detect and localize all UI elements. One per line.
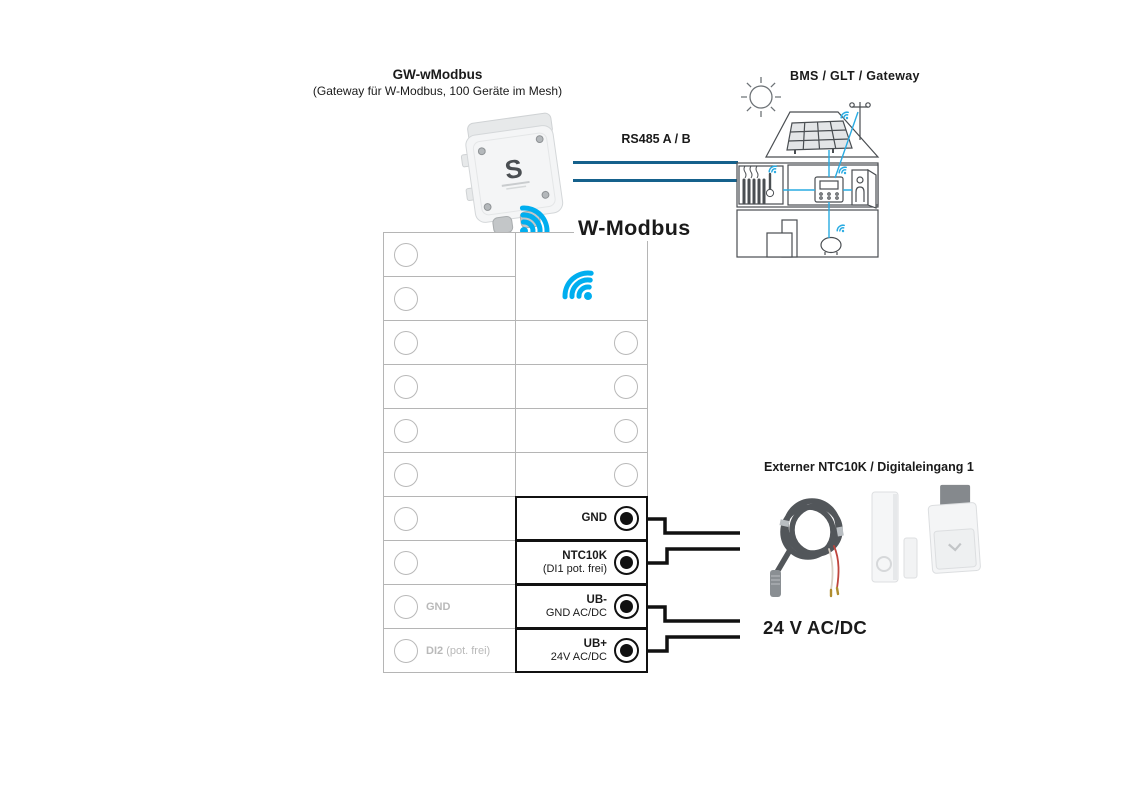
external-input-label: Externer NTC10K / Digitaleingang 1 [764,460,974,474]
smart-building-illustration [733,66,885,261]
rs485-label: RS485 A / B [621,132,691,146]
gateway-device-photo [456,110,584,244]
terminal-ubm-sublabel: GND AC/DC [545,606,607,619]
bottom-floor [737,210,878,257]
connection-circle [394,551,418,575]
terminal-gnd [515,496,648,541]
left-label-di2: DI2 (pot. frei) [426,644,491,657]
terminal-ubp-label: UB+ [583,637,607,650]
terminal-socket-icon [614,638,639,663]
screw-icon [478,147,486,155]
terminal-ub-minus [515,584,648,629]
connection-circle [394,463,418,487]
gateway-subtitle: (Gateway für W-Modbus, 100 Geräte im Mesh) [312,84,563,98]
sun-icon [741,77,781,117]
connection-circle [614,463,638,487]
terminal-ub-plus [515,628,648,673]
screw-icon [542,191,550,199]
table-row [383,496,516,541]
table-row [383,540,516,585]
connection-circle [614,331,638,355]
gateway-caption [300,67,575,99]
connection-circle [394,419,418,443]
terminal-ubp-sublabel: 24V AC/DC [550,650,607,663]
terminal-ntc-label: NTC10K [562,549,607,562]
connection-circle [394,287,418,311]
probe-tip [770,570,781,597]
screw-icon [484,203,492,211]
table-row [515,408,648,453]
brand-logo: S [502,152,525,186]
rs485-line-b [573,179,738,182]
terminal-socket-icon [614,506,639,531]
table-row [383,232,516,277]
terminal-ntc10k [515,540,648,585]
gateway-title: GW-wModbus [392,67,483,82]
connection-circle [614,375,638,399]
bms-label: BMS / GLT / Gateway [790,69,920,83]
table-row [383,320,516,365]
left-label-gnd: GND [426,600,451,613]
connection-circle [394,639,418,663]
terminal-ntc-sublabel: (DI1 pot. frei) [542,562,607,575]
wmodbus-label: W-Modbus [574,216,695,241]
connection-circle [394,507,418,531]
key-card-switch [920,482,988,584]
door-person-icon [852,170,876,208]
table-row [383,408,516,453]
terminal-socket-icon [614,594,639,619]
connection-circle [394,331,418,355]
wifi-icon [542,246,612,308]
table-row-di2 [383,628,516,673]
terminal-table [383,232,648,673]
terminal-ubm-label: UB- [586,593,607,606]
connection-circle [614,419,638,443]
terminal-socket-icon [614,550,639,575]
screw-icon [536,135,544,143]
connection-circle [394,595,418,619]
rs485-line-a [573,161,738,164]
device-body [457,112,566,237]
terminal-gnd-label: GND [581,512,607,524]
ntc10k-cable-sensor [760,480,868,598]
power-label: 24 V AC/DC [763,617,868,638]
table-row-gnd [383,584,516,629]
table-row [515,320,648,365]
connection-circle [394,243,418,267]
room-heating [739,166,783,204]
table-row [515,364,648,409]
connection-circle [394,375,418,399]
table-row [383,364,516,409]
lead-wires [829,546,839,596]
table-row [515,452,648,497]
thermostat-icon [815,177,843,202]
table-row [383,452,516,497]
table-row [383,276,516,321]
door-window-contact [864,486,922,588]
wifi-cell [515,232,648,321]
